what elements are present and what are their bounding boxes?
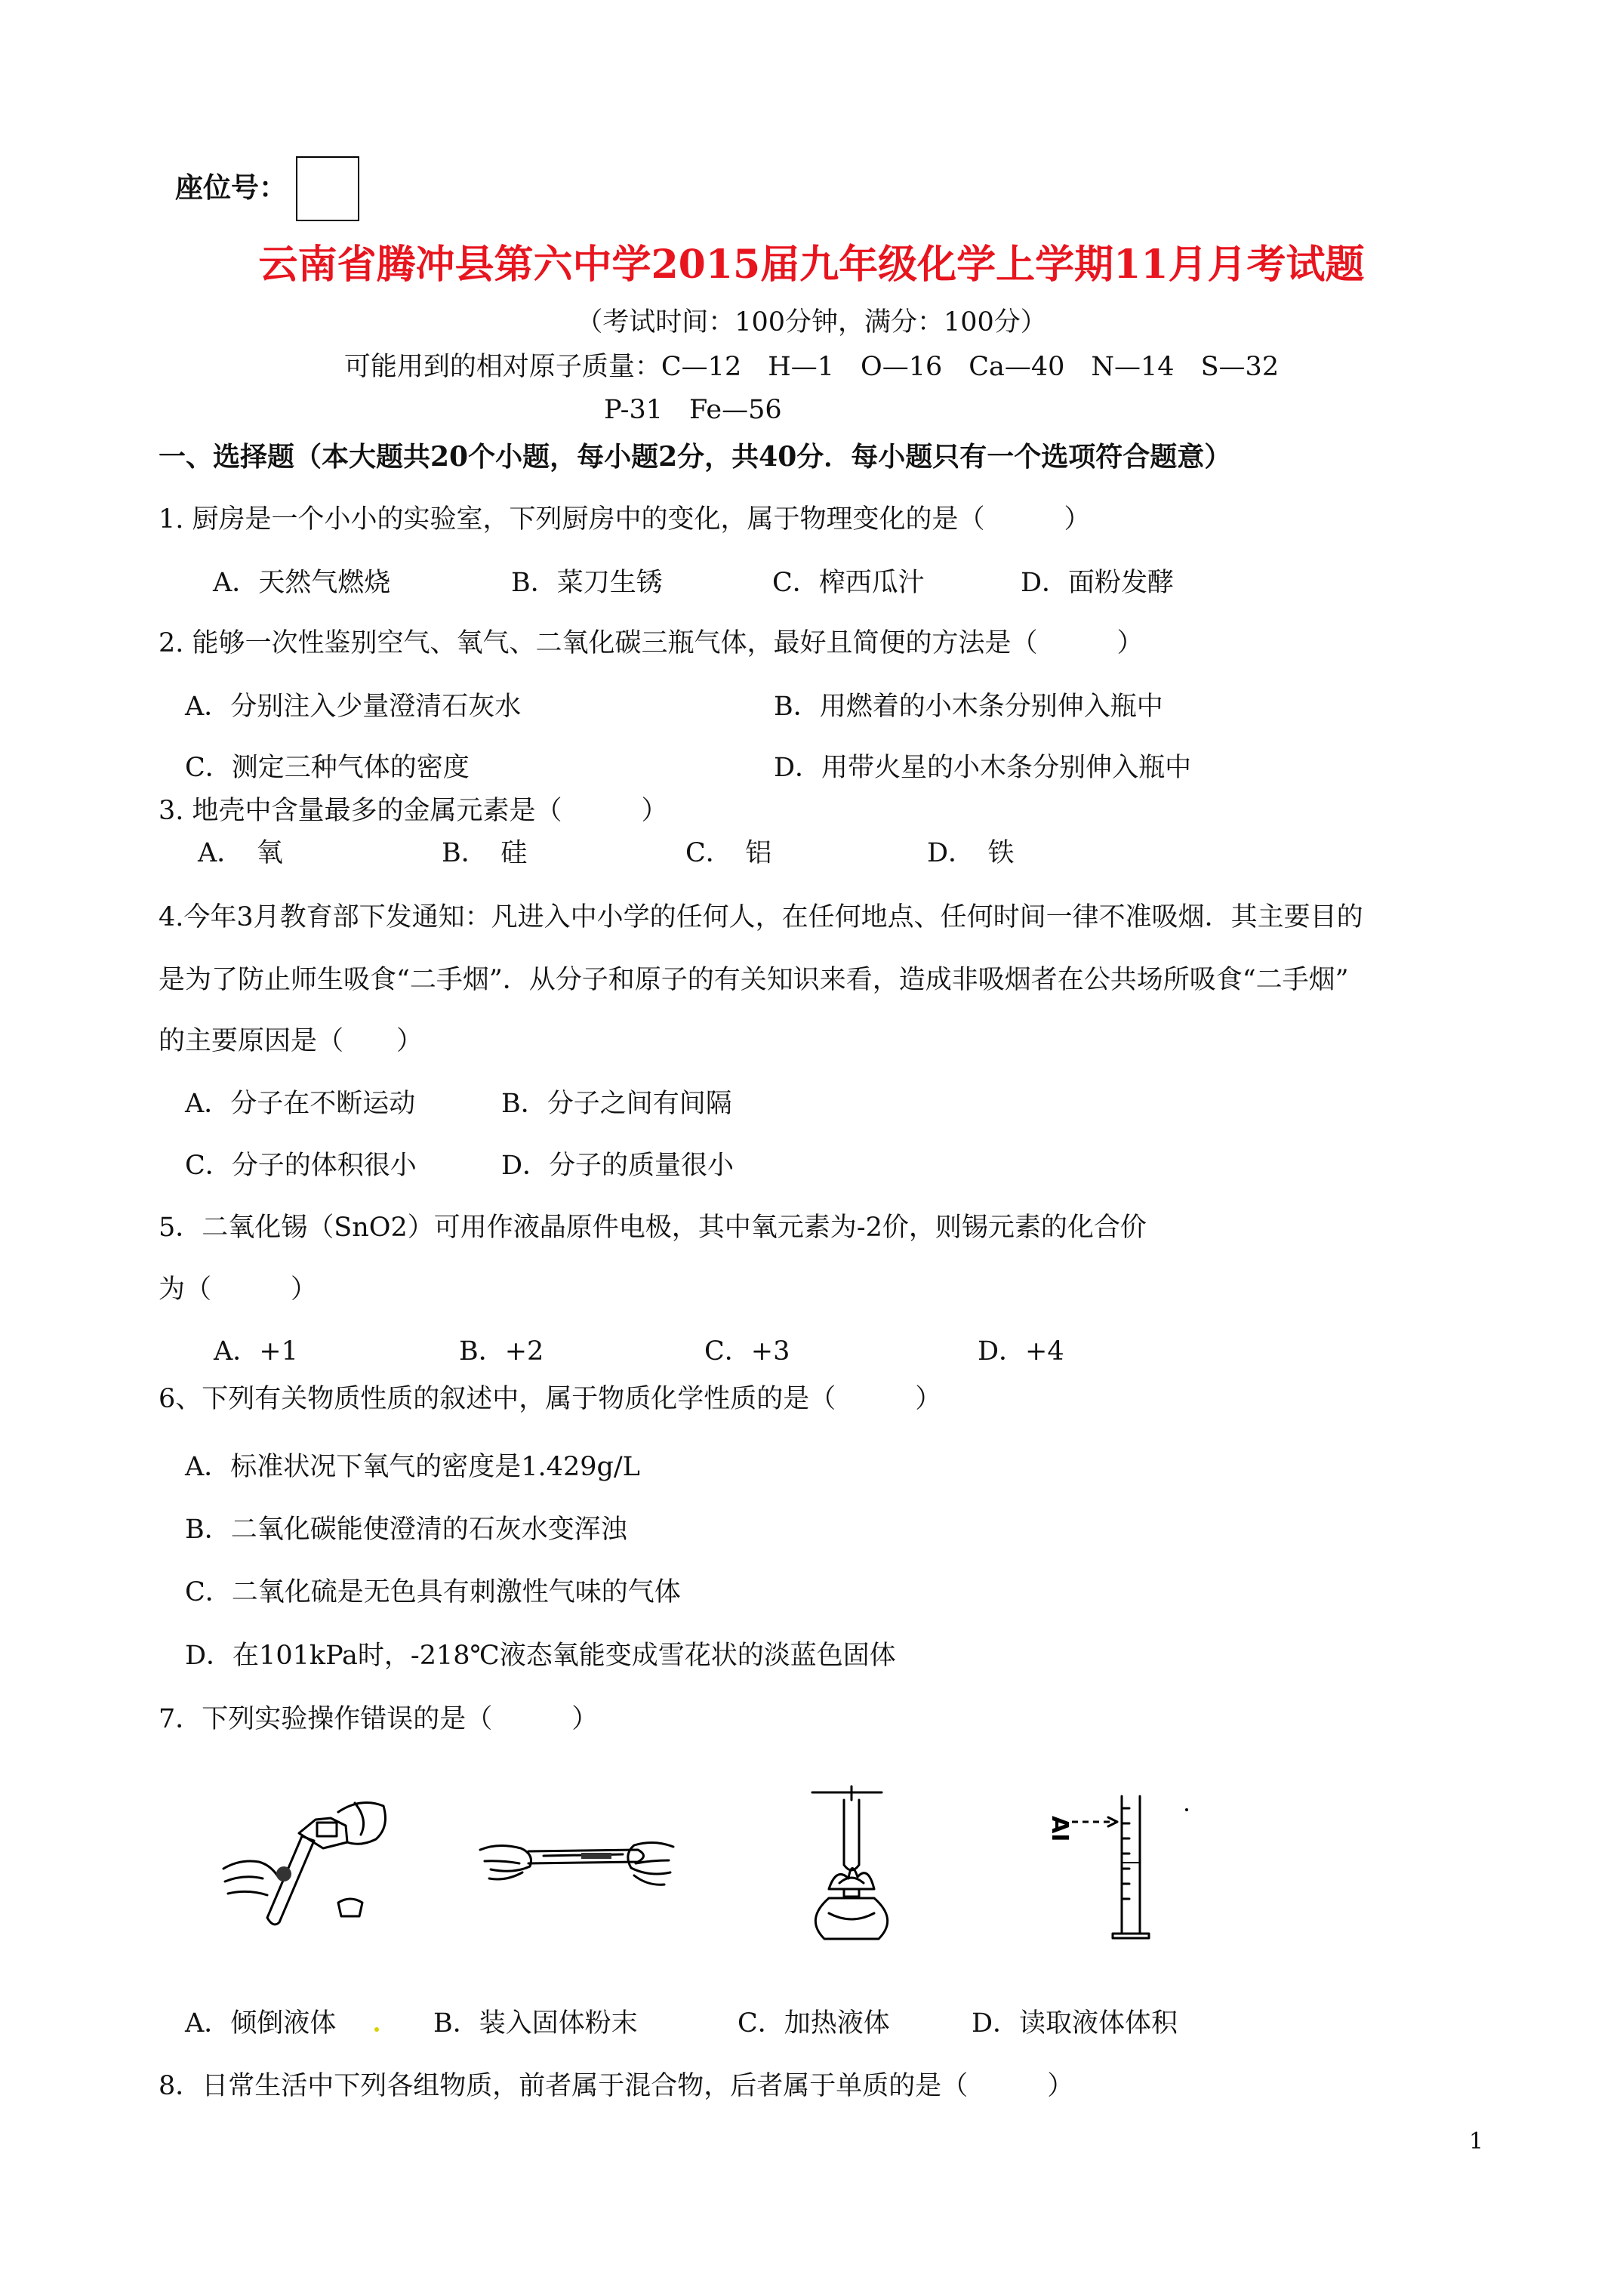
q7-option-c[interactable]: C．加热液体: [738, 2008, 890, 2039]
exam-info: （考试时间：100分钟，满分：100分）: [576, 307, 1047, 337]
question-8-stem: 8．日常生活中下列各组物质，前者属于混合物，后者属于单质的是（ ）: [159, 2071, 1074, 2101]
section-heading: 一、选择题（本大题共20个小题，每小题2分，共40分．每小题只有一个选项符合题意）: [159, 441, 1232, 473]
heating-liquid-figure: [806, 1783, 909, 1949]
atomic-mass-line-1: 可能用到的相对原子质量：C—12 H—1 O—16 Ca—40 N—14 S—32: [343, 352, 1280, 382]
seat-number-box[interactable]: [296, 156, 359, 221]
q3-option-a[interactable]: A． 氧: [198, 838, 283, 868]
question-7-stem: 7．下列实验操作错误的是（ ）: [159, 1704, 599, 1734]
q7-option-d[interactable]: D．读取液体体积: [972, 2008, 1178, 2039]
pouring-liquid-figure: [217, 1789, 396, 1929]
question-3-stem: 3. 地壳中含量最多的金属元素是（ ）: [159, 796, 668, 826]
q1-option-b[interactable]: B．菜刀生锈: [511, 568, 663, 598]
yellow-mark-dot: [374, 2027, 379, 2032]
q7-option-a[interactable]: A．倾倒液体: [185, 2008, 337, 2039]
cylinder-reading-figure: [1040, 1793, 1191, 1944]
question-4-stem-line-2: 是为了防止师生吸食“二手烟”．从分子和原子的有关知识来看，造成非吸烟者在公共场所吸食“二手烟”: [159, 965, 1349, 995]
svg-text:AI: AI: [1046, 1816, 1073, 1842]
q6-option-b[interactable]: B．二氧化碳能使澄清的石灰水变浑浊: [185, 1515, 627, 1545]
seat-label: 座位号：: [175, 171, 287, 204]
q2-option-c[interactable]: C．测定三种气体的密度: [185, 753, 470, 783]
question-1-stem: 1. 厨房是一个小小的实验室，下列厨房中的变化，属于物理变化的是（ ）: [159, 504, 1091, 535]
q1-option-d[interactable]: D．面粉发酵: [1021, 568, 1175, 598]
q3-option-d[interactable]: D． 铁: [927, 838, 1015, 868]
q1-option-a[interactable]: A．天然气燃烧: [213, 568, 391, 598]
question-5-stem-line-1: 5．二氧化锡（SnO2）可用作液晶原件电极，其中氧元素为-2价，则锡元素的化合价: [159, 1213, 1147, 1243]
q5-option-a[interactable]: A．+1: [214, 1336, 298, 1367]
q3-option-b[interactable]: B． 硅: [442, 838, 528, 868]
q3-option-c[interactable]: C． 铝: [685, 838, 772, 868]
q6-option-a[interactable]: A．标准状况下氧气的密度是1.429g/L: [185, 1452, 640, 1482]
q4-option-d[interactable]: D．分子的质量很小: [501, 1151, 735, 1181]
q4-option-b[interactable]: B．分子之间有间隔: [501, 1089, 732, 1119]
q5-option-c[interactable]: C．+3: [704, 1336, 790, 1367]
powder-loading-figure: [476, 1820, 679, 1903]
page-title: 云南省腾冲县第六中学2015届九年级化学上学期11月月考试题: [258, 242, 1365, 288]
q2-option-a[interactable]: A．分别注入少量澄清石灰水: [185, 692, 522, 722]
q5-option-d[interactable]: D．+4: [978, 1336, 1064, 1367]
question-4-stem-line-3: 的主要原因是（ ）: [159, 1026, 423, 1056]
q4-option-a[interactable]: A．分子在不断运动: [185, 1089, 416, 1119]
q6-option-c[interactable]: C．二氧化硫是无色具有刺激性气味的气体: [185, 1577, 681, 1607]
q2-option-b[interactable]: B．用燃着的小木条分别伸入瓶中: [774, 692, 1163, 722]
question-4-stem-line-1: 4.今年3月教育部下发通知：凡进入中小学的任何人，在任何地点、任何时间一律不准吸烟．其主要目的: [159, 902, 1363, 932]
q5-option-b[interactable]: B．+2: [459, 1336, 544, 1367]
question-5-stem-line-2: 为（ ）: [159, 1274, 318, 1305]
q4-option-c[interactable]: C．分子的体积很小: [185, 1151, 417, 1181]
q1-option-c[interactable]: C．榨西瓜汁: [772, 568, 925, 598]
question-2-stem: 2. 能够一次性鉴别空气、氧气、二氧化碳三瓶气体，最好且简便的方法是（ ）: [159, 628, 1144, 658]
question-6-stem: 6、下列有关物质性质的叙述中，属于物质化学性质的是（ ）: [159, 1384, 942, 1414]
q6-option-d[interactable]: D．在101kPa时，-218℃液态氧能变成雪花状的淡蓝色固体: [185, 1641, 896, 1671]
atomic-mass-line-2: P-31 Fe—56: [604, 395, 782, 425]
q2-option-d[interactable]: D．用带火星的小木条分别伸入瓶中: [774, 753, 1192, 783]
q7-option-b[interactable]: B．装入固体粉末: [433, 2008, 638, 2039]
page-number: 1: [1469, 2128, 1484, 2155]
